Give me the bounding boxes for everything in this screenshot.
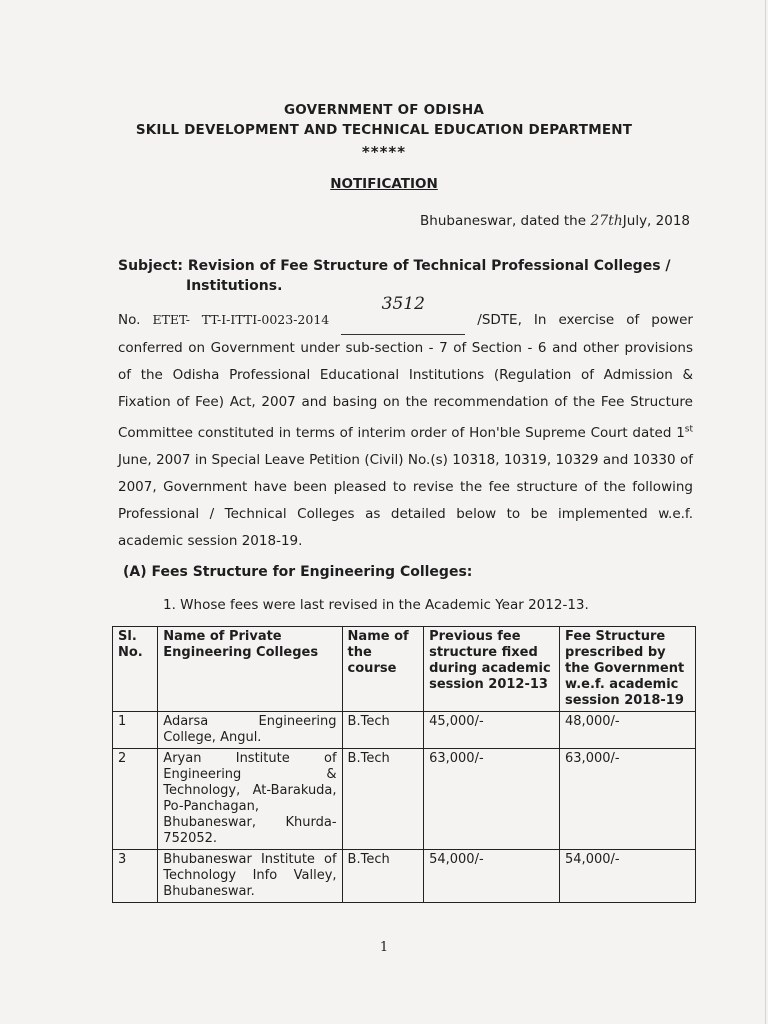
handwritten-number-line — [341, 294, 465, 335]
section-a-title: (A) Fees Structure for Engineering Colleges: — [123, 564, 473, 580]
dateline-day-handwritten: 27th — [590, 213, 623, 229]
row-course: B.Tech — [342, 749, 424, 850]
row-college-name: Bhubaneswar Institute of Technology Info Valley, Bhubaneswar. — [158, 850, 342, 903]
dateline-suffix: July, 2018 — [622, 213, 690, 229]
row-previous-fee: 54,000/- — [424, 850, 560, 903]
subject-line-2: Institutions. — [186, 278, 283, 294]
row-sl: 1 — [113, 712, 158, 749]
government-heading: GOVERNMENT OF ODISHA — [284, 102, 484, 118]
body-paragraph: In exercise of power conferred on Government under sub-section - 7 of Section - 6 and other provisions of the Odisha Professional Educational Institutions (Regulation of Admission & Fixation of Fee) Act, 2007 and basing on the recommendation of the Fee Structure Committee constituted in terms of interim order of Hon'ble Supreme Court dated 1st June, 2007 in Special Leave Petition (Civil) No.(s) 10318, 10319, 10329 and 10330 of 2007, Government have been pleased to revise the fee structure of the following Professional / Technical Colleges as detailed below to be implemented w.e.f. academic session 2018-19. — [118, 312, 693, 549]
dateline — [420, 213, 690, 229]
table-row — [113, 712, 696, 749]
subject — [118, 256, 698, 296]
department-heading: SKILL DEVELOPMENT AND TECHNICAL EDUCATION DEPARTMENT — [135, 122, 633, 138]
handwritten-number: 3512 — [381, 294, 425, 314]
row-college-name: Adarsa Engineering College, Angul. — [158, 712, 342, 749]
row-sl: 3 — [113, 850, 158, 903]
table-row — [113, 749, 696, 850]
ref-prefix: No. — [118, 312, 153, 328]
row-course: B.Tech — [342, 850, 424, 903]
header-course: Name of the course — [342, 627, 424, 712]
row-sl: 2 — [113, 749, 158, 850]
row-new-fee: 63,000/- — [560, 749, 696, 850]
fee-table — [112, 626, 696, 903]
row-new-fee: 48,000/- — [560, 712, 696, 749]
page-number: 1 — [379, 940, 389, 955]
stars-divider: ***** — [361, 143, 407, 161]
header-college-name: Name of Private Engineering Colleges — [158, 627, 342, 712]
fee-table-header-row — [113, 627, 696, 712]
table-row — [113, 850, 696, 903]
header-sl-no: Sl. No. — [113, 627, 158, 712]
dateline-prefix: Bhubaneswar, dated the — [420, 213, 591, 229]
row-new-fee: 54,000/- — [560, 850, 696, 903]
notification-body — [118, 294, 693, 555]
subject-line-1: Subject: Revision of Fee Structure of Technical Professional Colleges / — [118, 258, 671, 274]
row-previous-fee: 63,000/- — [424, 749, 560, 850]
header-new-fee: Fee Structure prescribed by the Government w.e.f. academic session 2018-19 — [560, 627, 696, 712]
section-a-subtitle: 1. Whose fees were last revised in the Academic Year 2012-13. — [163, 597, 589, 613]
header-previous-fee: Previous fee structure fixed during academic session 2012-13 — [424, 627, 560, 712]
ref-suffix: /SDTE, — [465, 312, 522, 328]
ref-number: ETET- TT-I-ITTI-0023-2014 — [152, 312, 330, 327]
row-course: B.Tech — [342, 712, 424, 749]
row-previous-fee: 45,000/- — [424, 712, 560, 749]
notification-title: NOTIFICATION — [330, 176, 438, 192]
row-college-name: Aryan Institute of Engineering & Technology, At-Barakuda, Po-Panchagan, Bhubaneswar, Khurda-752052. — [158, 749, 342, 850]
